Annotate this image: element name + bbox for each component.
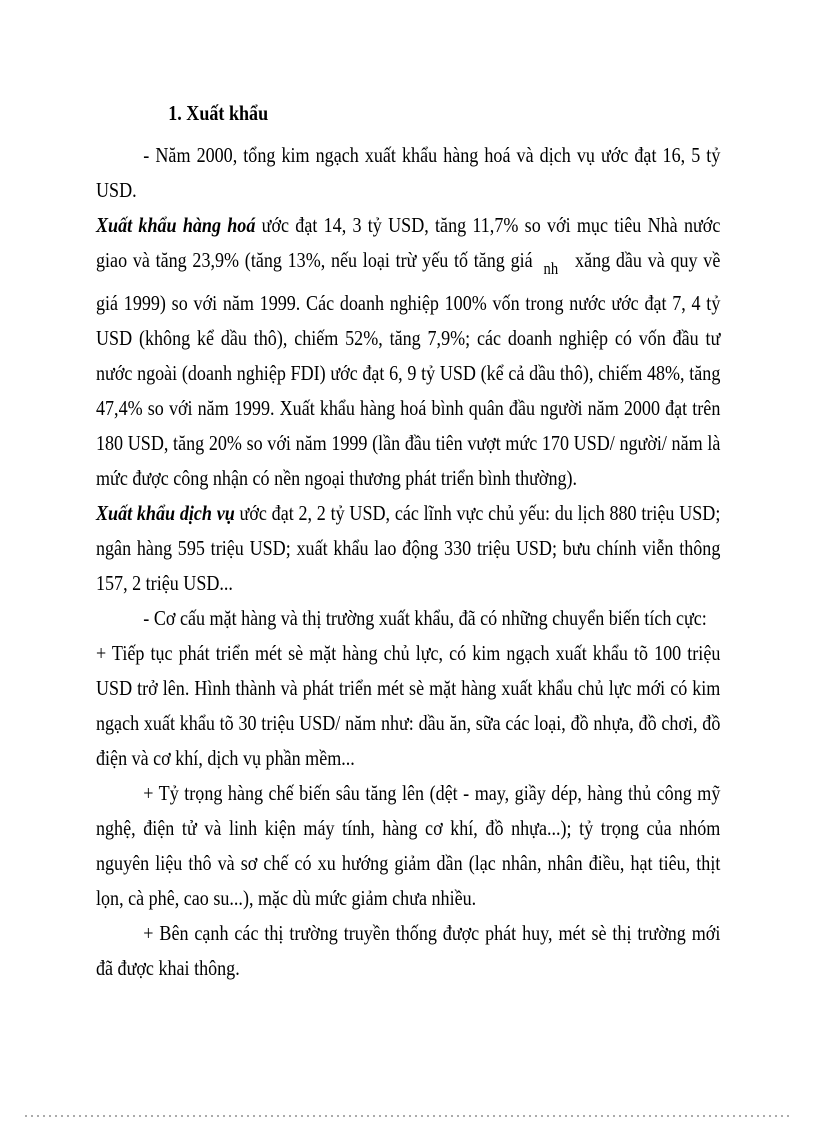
- footer-dotted-rule: [25, 1115, 792, 1117]
- paragraph-container: [96, 138, 720, 986]
- text-run-normal: + Bên cạnh các thị trường truyền thống được phát huy, mét sè thị trường mới đã được khai thông.: [96, 921, 721, 980]
- text-run-normal: xăng dầu và quy về giá 1999) so với năm 1999. Các doanh nghiệp 100% vốn trong nước ước đạt 7, 4 tỷ USD (không kể dầu thô), chiếm 52%, tăng 7,9%; các doanh nghiệp có vốn đầu tư nước ngoài (doanh nghiệp FDI) ước đạt 6, 9 tỷ USD (kể cả dầu thô), chiếm 48%, tăng 47,4% so với năm 1999. Xuất khẩu hàng hoá bình quân đầu người năm 2000 đạt trên 180 USD, tăng 20% so với năm 1999 (lần đầu tiên vượt mức 170 USD/ người/ năm là mức được công nhận có nền ngoại thương phát triển bình thường).: [96, 248, 721, 490]
- text-run-sub: nh: [543, 259, 559, 278]
- text-run-normal: ước đạt 14, 3 tỷ USD, tăng 11,7% so với mục tiêu Nhà nước giao và tăng 23,9% (tăng 13%, nếu loại trừ yếu tố tăng giá: [96, 213, 721, 272]
- text-run-bolditalic: Xuất khẩu hàng hoá: [96, 213, 256, 237]
- text-run-normal: + Tỷ trọng hàng chế biến sâu tăng lên (dệt - may, giầy dép, hàng thủ công mỹ nghệ, điện tử và linh kiện máy tính, hàng cơ khí, đồ nhựa...); tỷ trọng của nhóm nguyên liệu thô và sơ chế có xu hướng giảm dần (lạc nhân, nhân điều, hạt tiêu, thịt lọn, cà phê, cao su...), mặc dù mức giảm chưa nhiều.: [96, 781, 721, 910]
- text-run-bolditalic: Xuất khẩu dịch vụ: [96, 501, 235, 525]
- text-run-normal: - Năm 2000, tổng kim ngạch xuất khẩu hàng hoá và dịch vụ ước đạt 16, 5 tỷ USD.: [96, 143, 721, 202]
- section-heading: 1. Xuất khẩu: [168, 101, 269, 125]
- text-run-normal: - Cơ cấu mặt hàng và thị trường xuất khẩu, đã có những chuyển biến tích cực:: [143, 606, 707, 630]
- para-service-exports: [96, 496, 720, 601]
- para-key-products: [96, 636, 720, 776]
- text-run-normal: + Tiếp tục phát triển mét sè mặt hàng chủ lực, có kim ngạch xuất khẩu tõ 100 triệu USD trở lên. Hình thành và phát triển mét sè mặt hàng xuất khẩu chủ lực mới có kim ngạch xuất khẩu tõ 30 triệu USD/ năm như: dầu ăn, sữa các loại, đồ nhựa, đồ chơi, đồ điện và cơ khí, dịch vụ phần mềm...: [96, 641, 721, 770]
- text-run-normal: ước đạt 2, 2 tỷ USD, các lĩnh vực chủ yếu: du lịch 880 triệu USD; ngân hàng 595 triệu USD; xuất khẩu lao động 330 triệu USD; bưu chính viễn thông 157, 2 triệu USD...: [96, 501, 721, 595]
- document-content: [96, 96, 720, 986]
- para-processed-goods: [96, 776, 720, 916]
- para-structure-change: [96, 601, 720, 636]
- para-new-markets: [96, 916, 720, 986]
- para-goods-exports: [96, 208, 720, 496]
- para-total-export-2000: [96, 138, 720, 208]
